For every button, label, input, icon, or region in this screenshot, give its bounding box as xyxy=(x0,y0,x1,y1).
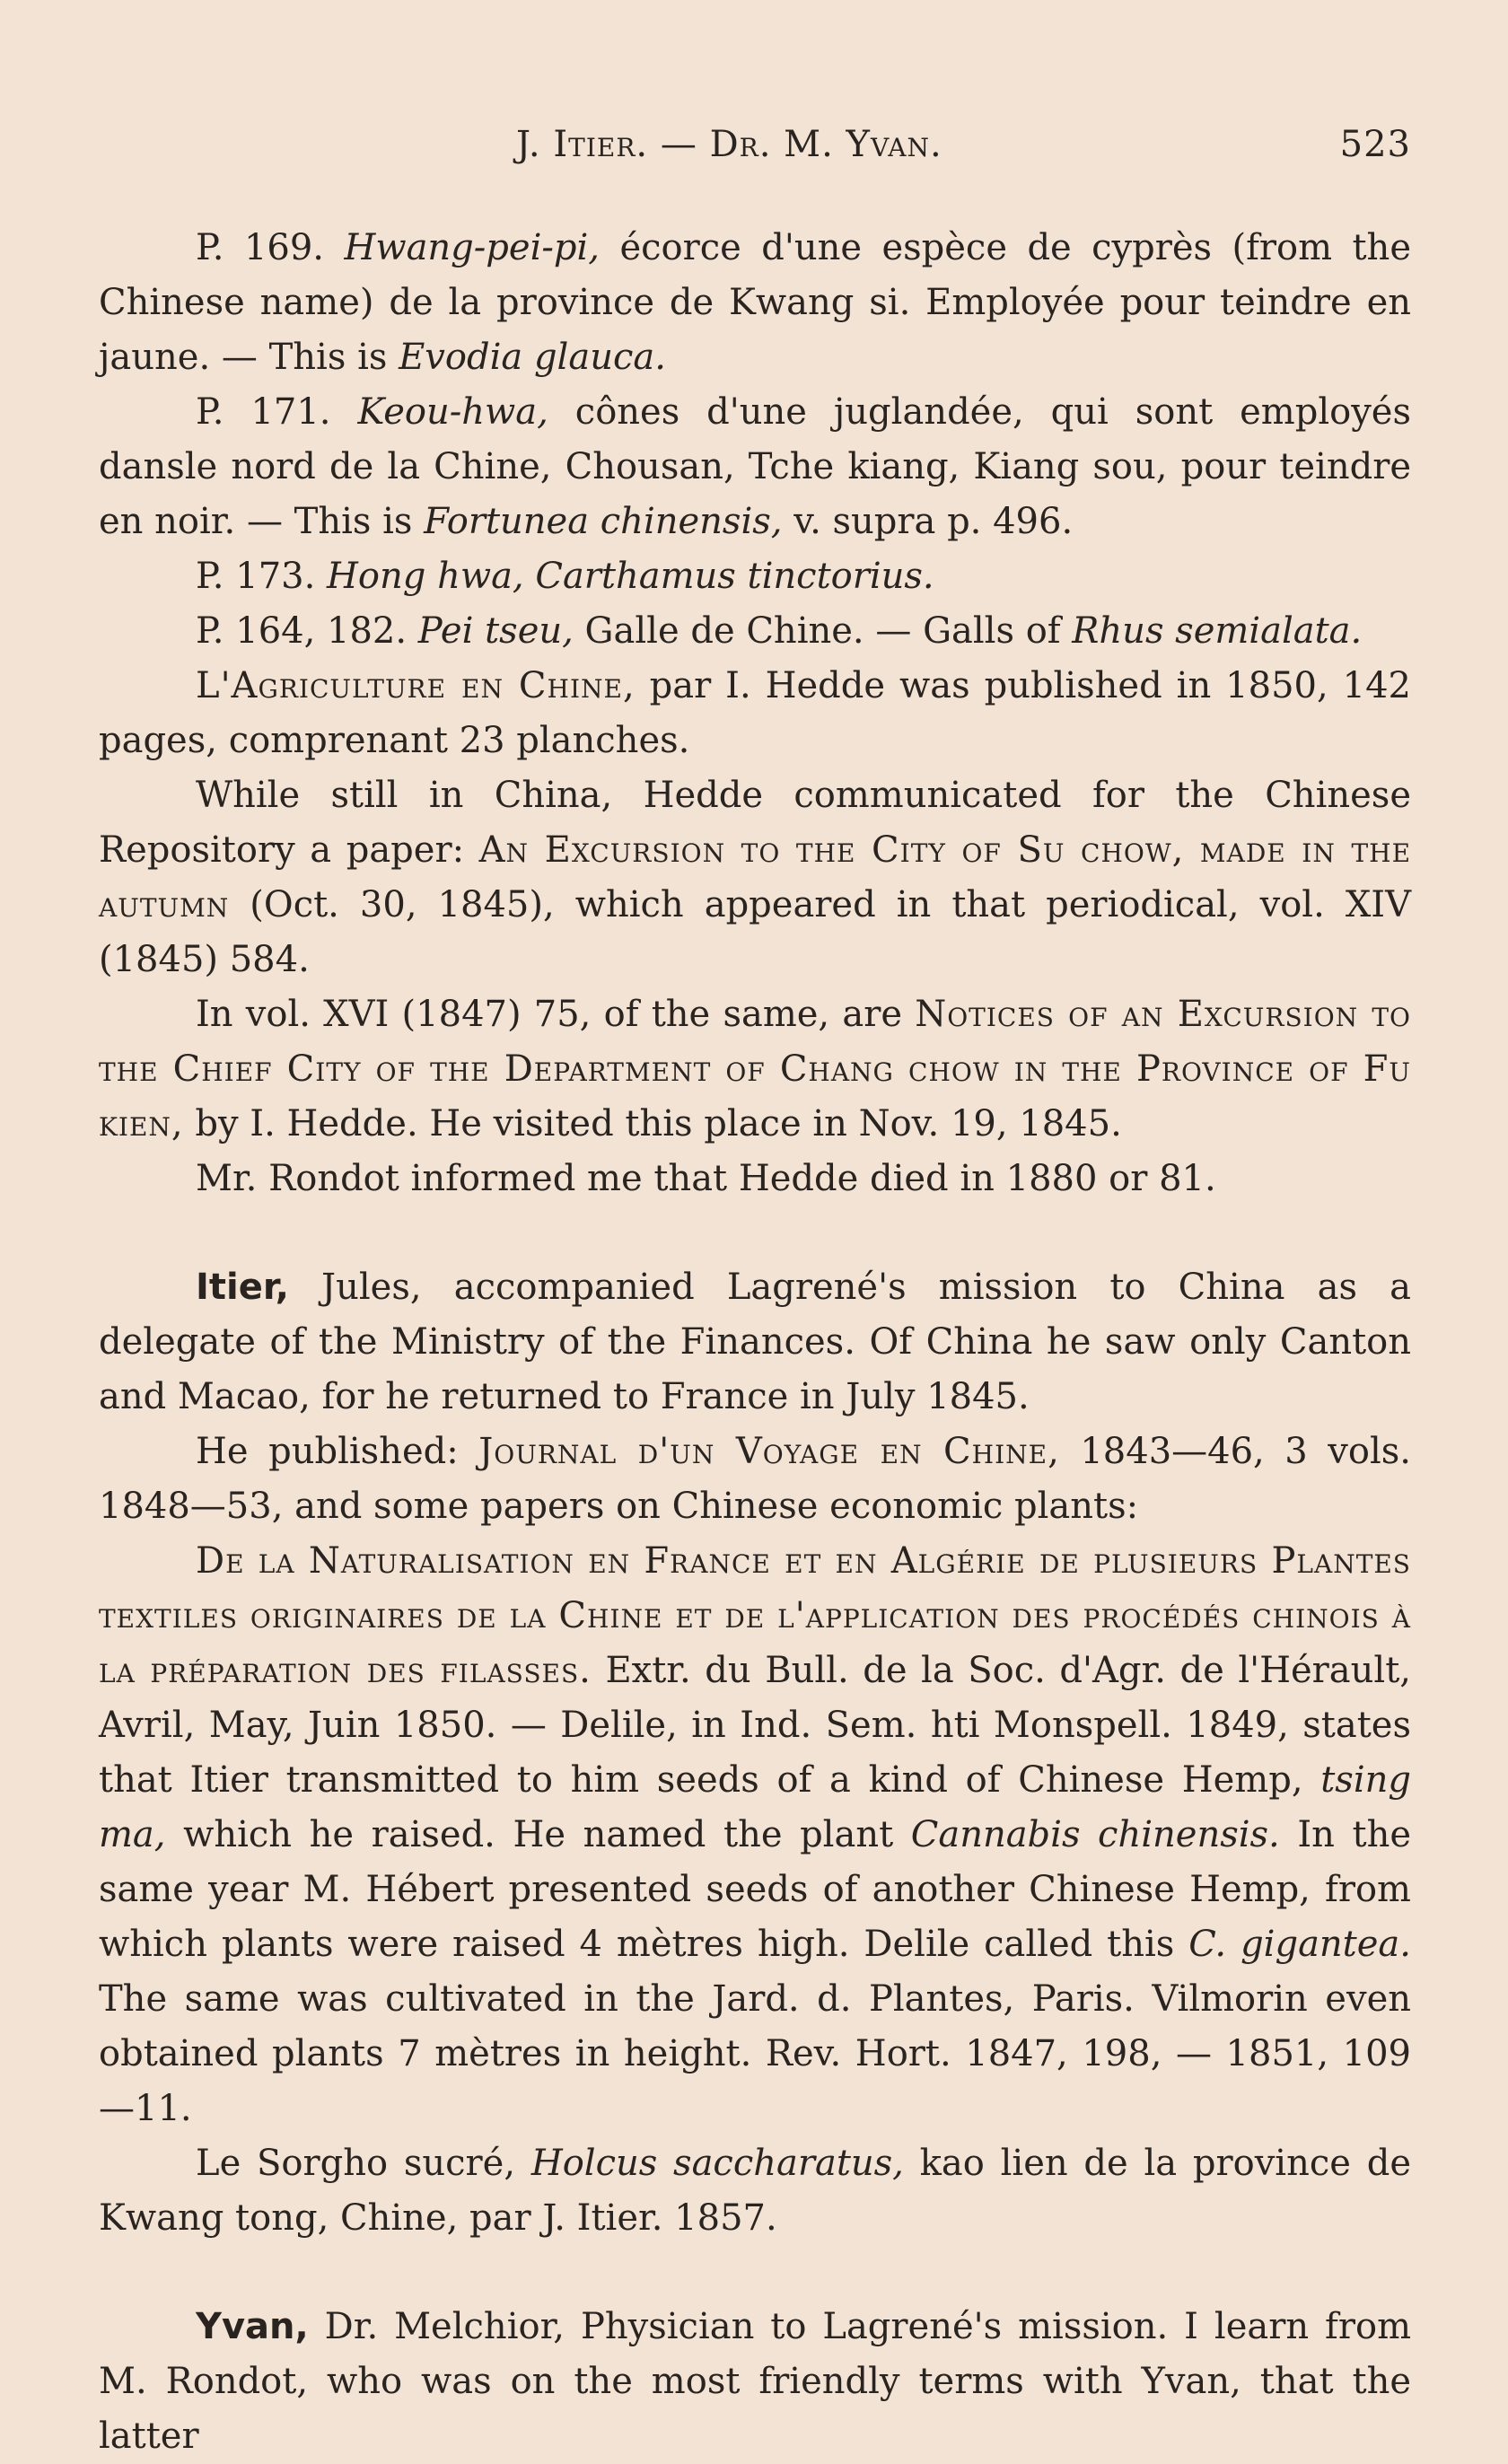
paragraph-text: In vol. XVI (1847) 75, of the same, are xyxy=(196,994,916,1035)
work-title: De la Naturalisation en France et en Algérie de plusieurs Plantes textiles originaires de la Chine et de l'application des procédés chinois à la préparation des filasses. xyxy=(99,1540,1411,1691)
itier-published-paragraph xyxy=(99,1425,1411,1534)
entry-p173 xyxy=(99,549,1411,604)
naturalisation-paragraph xyxy=(99,1534,1411,2136)
section-gap xyxy=(99,1206,1411,1260)
running-header xyxy=(99,124,1411,178)
excursion-paragraph xyxy=(99,768,1411,987)
entry-name: Itier, xyxy=(196,1267,289,1308)
chinese-term: Keou-hwa, xyxy=(357,391,548,433)
chinese-term: Hong hwa, Carthamus tinctorius. xyxy=(327,556,934,597)
entry-text: Galle de Chine. — Galls of xyxy=(573,610,1073,652)
paragraph-text: In the same year M. Hébert presented seeds of another Chinese Hemp, from which plants were raised 4 mètres high. Delile called this xyxy=(99,1814,1411,1965)
paragraph-text: Dr. Melchior, Physician to Lagrené's mission. I learn from M. Rondot, who was on the most friendly terms with Yvan, that the latter xyxy=(99,2306,1411,2457)
paragraph-text: par I. Hedde was published in 1850, 142 pages, comprenant 23 planches. xyxy=(99,665,1411,761)
paragraph-text: Extr. du Bull. de la Soc. d'Agr. de l'Hérault, Avril, May, Juin 1850. — Delile, in Ind. Sem. hti Monspell. 1849, states that Itier transmitted to him seeds of a kind of Chinese Hemp, xyxy=(99,1650,1411,1801)
page-ref: P. 173. xyxy=(196,556,328,597)
death-paragraph: Mr. Rondot informed me that Hedde died in 1880 or 81. xyxy=(196,1158,1216,1199)
agriculture-paragraph xyxy=(99,659,1411,768)
paragraph-text: Jules, accompanied Lagrené's mission to China as a delegate of the Ministry of the Finances. Of China he saw only Canton and Macao, for he returned to France in July 1845. xyxy=(99,1267,1411,1417)
paragraph-text: (Oct. 30, 1845), which appeared in that periodical, vol. XIV (1845) 584. xyxy=(99,884,1411,980)
paragraph-text: Le Sorgho sucré, xyxy=(196,2143,531,2184)
chinese-term: tsing ma, xyxy=(99,1759,1411,1855)
chinese-term: Pei tseu, xyxy=(417,610,574,652)
running-title: J. Itier. — Dr. M. Yvan. xyxy=(516,124,942,165)
work-title: Notices of an Excursion to the Chief City of the Department of Chang chow in the Province of Fu kien, xyxy=(99,994,1411,1144)
entry-p171 xyxy=(99,385,1411,549)
page-body xyxy=(99,221,1411,2464)
page-ref: P. 164, 182. xyxy=(196,610,418,652)
entry-text: cônes d'une juglandée, qui sont employés dansle nord de la Chine, Chousan, Tche kiang, Kiang sou, pour teindre en noir. — This is xyxy=(99,391,1411,542)
section-gap xyxy=(99,2246,1411,2300)
species-name: Rhus semialata. xyxy=(1072,610,1363,652)
paragraph-text: While still in China, Hedde communicated for the Chinese Repository a paper: xyxy=(99,775,1411,871)
page-number: 523 xyxy=(1339,124,1411,165)
work-title: An Excursion to the City of Su chow, made in the autumn xyxy=(99,829,1412,925)
species-name: C. gigantea. xyxy=(1188,1924,1411,1965)
species-name: Holcus saccharatus, xyxy=(530,2143,904,2184)
page-ref: P. 169. xyxy=(196,227,345,268)
chinese-term: Hwang-pei-pi, xyxy=(344,227,601,268)
work-title: L'Agriculture en Chine, xyxy=(196,665,636,706)
paragraph-text: by I. Hedde. He visited this place in Nov. 19, 1845. xyxy=(183,1103,1122,1144)
entry-tail: v. supra p. 496. xyxy=(782,501,1074,542)
itier-entry xyxy=(99,1260,1411,1425)
paragraph-text: He published: xyxy=(196,1431,479,1472)
paragraph-text: 1843—46, 3 vols. 1848—53, and some papers on Chinese economic plants: xyxy=(99,1431,1412,1527)
paragraph-text: The same was cultivated in the Jard. d. Plantes, Paris. Vilmorin even obtained plants 7 mètres in height. Rev. Hort. 1847, 198, — 1851, 109—11. xyxy=(99,1978,1411,2129)
notices-paragraph xyxy=(99,987,1411,1152)
species-name: Evodia glauca. xyxy=(399,337,666,378)
entry-text: écorce d'une espèce de cyprès (from the Chinese name) de la province de Kwang si. Employée pour teindre en jaune. — This is xyxy=(99,227,1411,378)
yvan-entry xyxy=(99,2300,1411,2464)
page-ref: P. 171. xyxy=(196,391,358,433)
species-name: Fortunea chinensis, xyxy=(424,501,783,542)
species-name: Cannabis chinensis. xyxy=(910,1814,1280,1855)
entry-p169 xyxy=(99,221,1411,385)
paragraph-text: which he raised. He named the plant xyxy=(165,1814,911,1855)
entry-name: Yvan, xyxy=(196,2306,309,2347)
work-title: Journal d'un Voyage en Chine, xyxy=(478,1431,1060,1472)
entry-p164 xyxy=(99,604,1411,659)
paragraph-text: kao lien de la province de Kwang tong, Chine, par J. Itier. 1857. xyxy=(99,2143,1411,2239)
sorgho-paragraph xyxy=(99,2136,1411,2246)
